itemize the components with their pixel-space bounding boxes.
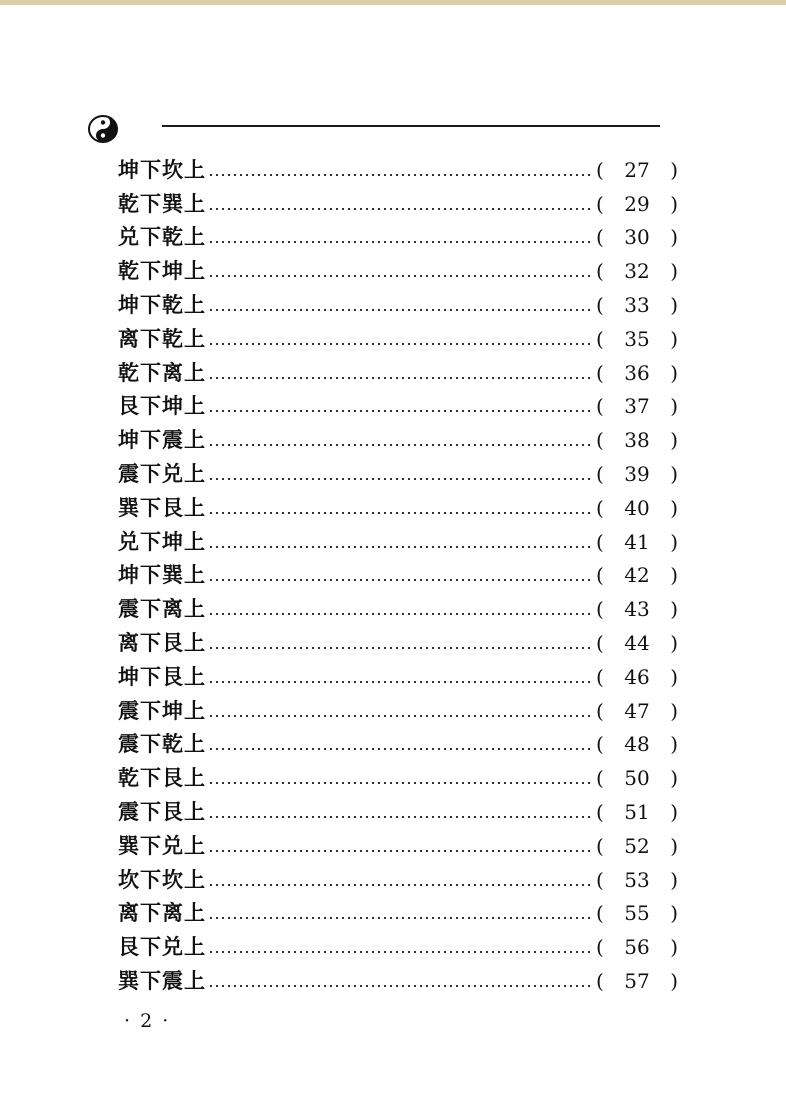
dot-leader	[208, 951, 590, 953]
toc-page-number: 39	[624, 461, 650, 486]
toc-entry-title: 坤下乾上	[118, 292, 206, 317]
toc-entry-page	[596, 764, 678, 792]
toc-page-number: 47	[624, 698, 650, 723]
open-paren: (	[596, 495, 604, 520]
toc-entry-title: 坤下艮上	[118, 664, 206, 689]
dot-leader	[208, 275, 590, 277]
dot-leader	[208, 241, 590, 243]
dot-leader	[208, 444, 590, 446]
open-paren: (	[596, 428, 604, 453]
close-paren: )	[670, 259, 678, 284]
toc-entry	[118, 860, 678, 894]
open-paren: (	[596, 935, 604, 960]
toc-entry	[118, 488, 678, 522]
toc-entry-title: 坎下坎上	[118, 867, 206, 892]
toc-page-number: 46	[624, 664, 650, 689]
toc-entry-page	[596, 595, 678, 623]
open-paren: (	[596, 191, 604, 216]
toc-entry-page	[596, 663, 678, 691]
toc-entry-page	[596, 392, 678, 420]
toc-entry-page	[596, 494, 678, 522]
close-paren: )	[670, 833, 678, 858]
close-paren: )	[670, 597, 678, 622]
open-paren: (	[596, 292, 604, 317]
open-paren: (	[596, 766, 604, 791]
dot-leader	[208, 816, 590, 818]
toc-entry-page	[596, 257, 678, 285]
toc-entry-title: 乾下艮上	[118, 766, 206, 791]
toc-entry-title: 巽下震上	[118, 968, 206, 993]
dot-leader	[208, 985, 590, 987]
open-paren: (	[596, 901, 604, 926]
close-paren: )	[670, 935, 678, 960]
open-paren: (	[596, 394, 604, 419]
toc-page-number: 27	[624, 157, 650, 182]
dot-leader	[208, 512, 590, 514]
toc-entry-title: 兑下坤上	[118, 529, 206, 554]
toc-page-number: 56	[624, 935, 650, 960]
open-paren: (	[596, 461, 604, 486]
toc-entry-page	[596, 832, 678, 860]
toc-entry	[118, 319, 678, 353]
close-paren: )	[670, 394, 678, 419]
close-paren: )	[670, 360, 678, 385]
toc-entry-page	[596, 190, 678, 218]
toc-page-number: 37	[624, 394, 650, 419]
toc-entry-title: 乾下离上	[118, 360, 206, 385]
dot-leader	[208, 782, 590, 784]
toc-page-number: 50	[624, 766, 650, 791]
toc-entry-title: 兑下乾上	[118, 225, 206, 250]
toc-entry-page	[596, 967, 678, 995]
toc-entry	[118, 961, 678, 995]
dot-leader	[208, 174, 590, 176]
open-paren: (	[596, 630, 604, 655]
toc-entry	[118, 826, 678, 860]
toc-entry-page	[596, 561, 678, 589]
dot-leader	[208, 478, 590, 480]
close-paren: )	[670, 495, 678, 520]
toc-page-number: 57	[624, 968, 650, 993]
toc-entry	[118, 691, 678, 725]
open-paren: (	[596, 360, 604, 385]
toc-entry-page	[596, 933, 678, 961]
dot-leader	[208, 850, 590, 852]
toc-entry-page	[596, 730, 678, 758]
toc-entry	[118, 150, 678, 184]
dot-leader	[208, 546, 590, 548]
toc-entry-page	[596, 528, 678, 556]
dot-leader	[208, 647, 590, 649]
open-paren: (	[596, 968, 604, 993]
toc-entry-title: 乾下巽上	[118, 191, 206, 216]
toc-entry-page	[596, 156, 678, 184]
toc-entry-page	[596, 291, 678, 319]
toc-entry-title: 震下乾上	[118, 732, 206, 757]
toc-page-number: 42	[624, 563, 650, 588]
open-paren: (	[596, 833, 604, 858]
toc-page-number: 29	[624, 191, 650, 216]
toc-entry-title: 震下坤上	[118, 698, 206, 723]
toc-page-number: 55	[624, 901, 650, 926]
dot-leader	[208, 410, 590, 412]
close-paren: )	[670, 326, 678, 351]
toc-entry	[118, 725, 678, 759]
toc-entry-title: 巽下兑上	[118, 833, 206, 858]
toc-entry	[118, 218, 678, 252]
close-paren: )	[670, 630, 678, 655]
open-paren: (	[596, 799, 604, 824]
close-paren: )	[670, 225, 678, 250]
toc-entry-page	[596, 899, 678, 927]
toc-page-number: 53	[624, 867, 650, 892]
close-paren: )	[670, 191, 678, 216]
close-paren: )	[670, 461, 678, 486]
toc-entry	[118, 522, 678, 556]
dot-leader	[208, 917, 590, 919]
dot-leader	[208, 884, 590, 886]
toc-entry-title: 乾下坤上	[118, 259, 206, 284]
open-paren: (	[596, 529, 604, 554]
toc-page-number: 35	[624, 326, 650, 351]
close-paren: )	[670, 563, 678, 588]
toc-entry-title: 离下艮上	[118, 630, 206, 655]
toc-page-number: 30	[624, 225, 650, 250]
toc-entry-title: 坤下巽上	[118, 563, 206, 588]
toc-entry	[118, 184, 678, 218]
toc-entry	[118, 353, 678, 387]
toc-page-number: 32	[624, 259, 650, 284]
toc-entry-page	[596, 629, 678, 657]
toc-entry-page	[596, 866, 678, 894]
toc-entry-page	[596, 426, 678, 454]
toc-entry-title: 震下兑上	[118, 461, 206, 486]
dot-leader	[208, 208, 590, 210]
toc-page-number: 43	[624, 597, 650, 622]
toc-entry	[118, 589, 678, 623]
open-paren: (	[596, 698, 604, 723]
toc-page-number: 36	[624, 360, 650, 385]
toc-entry-title: 坤下震上	[118, 428, 206, 453]
close-paren: )	[670, 157, 678, 182]
toc-entry	[118, 420, 678, 454]
close-paren: )	[670, 428, 678, 453]
page-number: · 2 ·	[124, 1010, 171, 1032]
open-paren: (	[596, 157, 604, 182]
toc-entry	[118, 623, 678, 657]
scan-top-border	[0, 0, 786, 5]
dot-leader	[208, 579, 590, 581]
toc-entry-page	[596, 223, 678, 251]
toc-entry-page	[596, 460, 678, 488]
toc-entry	[118, 556, 678, 590]
toc-entry	[118, 927, 678, 961]
toc-entry-page	[596, 325, 678, 353]
dot-leader	[208, 343, 590, 345]
toc-page-number: 44	[624, 630, 650, 655]
close-paren: )	[670, 901, 678, 926]
toc-entry	[118, 657, 678, 691]
dot-leader	[208, 377, 590, 379]
toc-entry	[118, 251, 678, 285]
toc-page-number: 48	[624, 732, 650, 757]
toc-entry-title: 艮下兑上	[118, 935, 206, 960]
toc-entry	[118, 758, 678, 792]
open-paren: (	[596, 597, 604, 622]
dot-leader	[208, 748, 590, 750]
toc-page-number: 41	[624, 529, 650, 554]
close-paren: )	[670, 799, 678, 824]
open-paren: (	[596, 867, 604, 892]
yin-yang-icon	[86, 114, 120, 144]
toc-entry-title: 震下艮上	[118, 799, 206, 824]
close-paren: )	[670, 529, 678, 554]
dot-leader	[208, 681, 590, 683]
toc-entry-page	[596, 798, 678, 826]
toc-page-number: 51	[624, 799, 650, 824]
toc-entry	[118, 894, 678, 928]
toc-entry-title: 艮下坤上	[118, 394, 206, 419]
close-paren: )	[670, 664, 678, 689]
close-paren: )	[670, 867, 678, 892]
toc-page-number: 33	[624, 292, 650, 317]
open-paren: (	[596, 563, 604, 588]
toc-page-number: 40	[624, 495, 650, 520]
dot-leader	[208, 613, 590, 615]
dot-leader	[208, 715, 590, 717]
open-paren: (	[596, 326, 604, 351]
close-paren: )	[670, 292, 678, 317]
toc-entry-title: 坤下坎上	[118, 157, 206, 182]
header-rule	[162, 125, 660, 127]
toc-entry	[118, 454, 678, 488]
table-of-contents	[118, 150, 678, 995]
toc-entry-title: 离下离上	[118, 901, 206, 926]
toc-entry	[118, 792, 678, 826]
close-paren: )	[670, 968, 678, 993]
close-paren: )	[670, 732, 678, 757]
close-paren: )	[670, 698, 678, 723]
toc-entry-page	[596, 359, 678, 387]
dot-leader	[208, 309, 590, 311]
toc-entry	[118, 387, 678, 421]
close-paren: )	[670, 766, 678, 791]
toc-entry-title: 巽下艮上	[118, 495, 206, 520]
toc-entry	[118, 285, 678, 319]
open-paren: (	[596, 732, 604, 757]
toc-entry-page	[596, 697, 678, 725]
open-paren: (	[596, 225, 604, 250]
open-paren: (	[596, 259, 604, 284]
open-paren: (	[596, 664, 604, 689]
toc-page-number: 38	[624, 428, 650, 453]
toc-entry-title: 震下离上	[118, 597, 206, 622]
toc-entry-title: 离下乾上	[118, 326, 206, 351]
toc-page-number: 52	[624, 833, 650, 858]
